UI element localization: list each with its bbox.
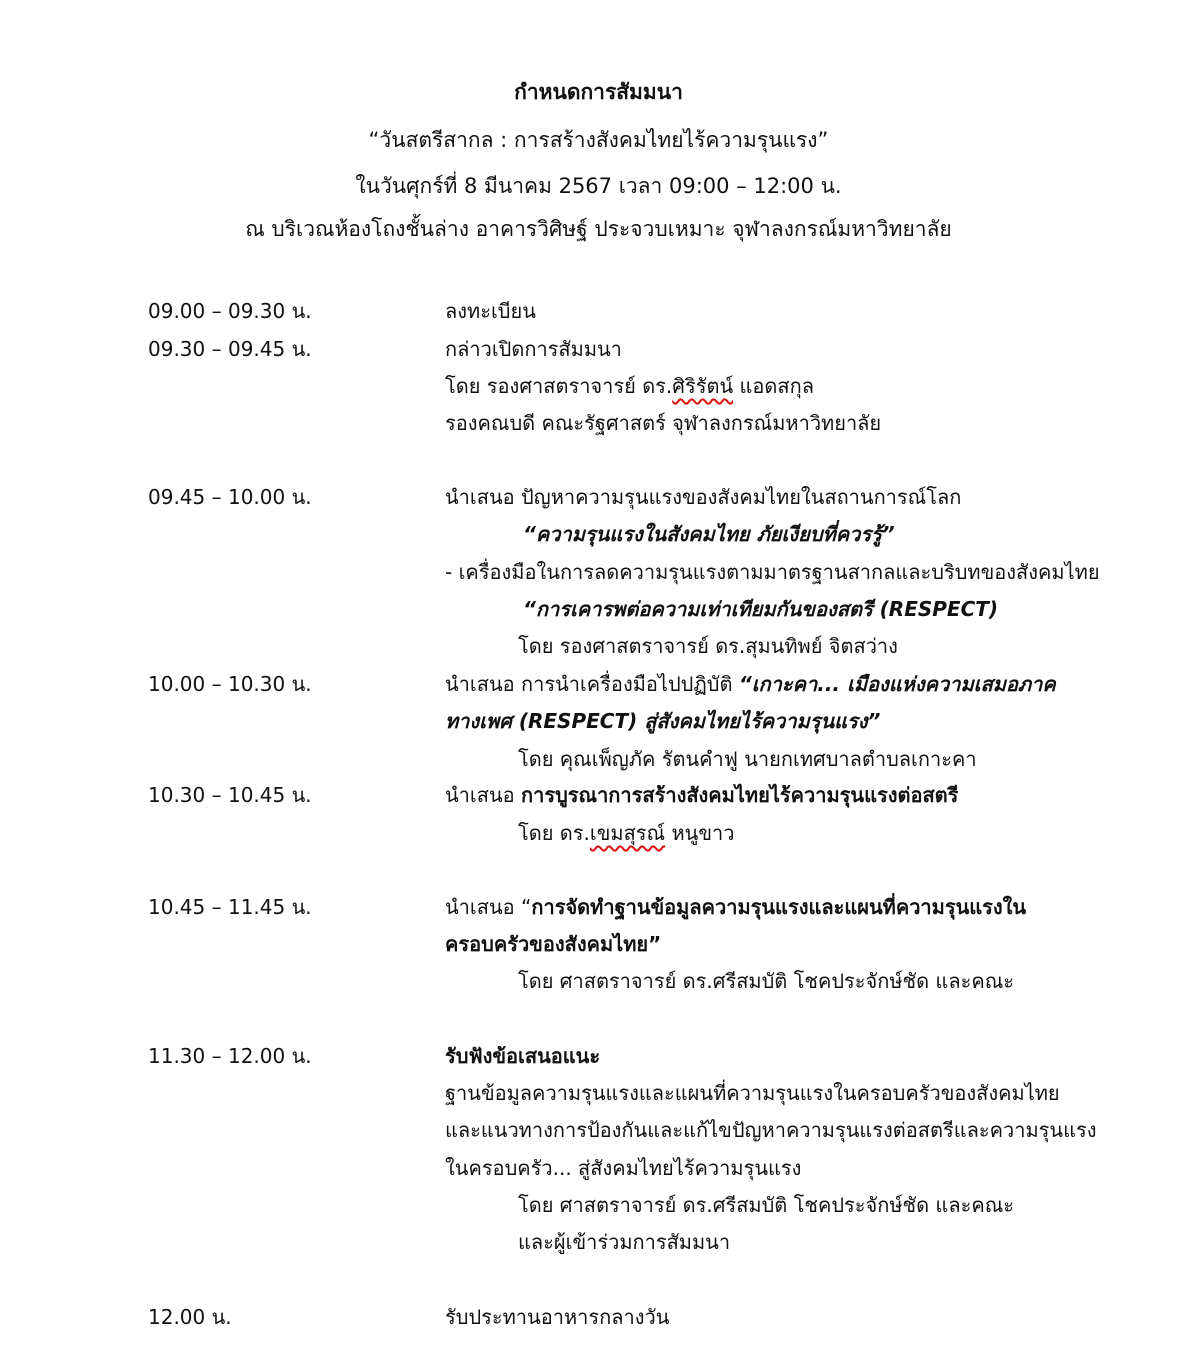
speaker-prefix: โดย รองศาสตราจารย์ ดร. bbox=[445, 374, 673, 398]
session-time: 10.45 – 11.45 น. bbox=[148, 895, 312, 919]
seminar-subtitle: “วันสตรีสากล : การสร้างสังคมไทยไร้ความรุนแรง” bbox=[368, 128, 829, 152]
session-time: 09.45 – 10.00 น. bbox=[148, 485, 312, 509]
speaker-line bbox=[518, 819, 734, 847]
speaker-prefix: โดย ดร. bbox=[518, 821, 590, 845]
activity-prefix: นำเสนอ bbox=[445, 783, 521, 807]
speaker-line: โดย คุณเพ็ญภัค รัตนคำฟู นายกเทศบาลตำบลเกาะคา bbox=[518, 747, 977, 771]
session-activity: รับประทานอาหารกลางวัน bbox=[445, 1305, 670, 1329]
venue-line: ณ บริเวณห้องโถงชั้นล่าง อาคารวิศิษฐ์ ประจวบเหมาะ จุฬาลงกรณ์มหาวิทยาลัย bbox=[245, 217, 952, 241]
activity-prefix: นำเสนอ การนำเครื่องมือไปปฏิบัติ bbox=[445, 672, 739, 696]
session-subtopic: - เครื่องมือในการลดความรุนแรงตามมาตรฐานสากลและบริบทของสังคมไทย bbox=[445, 560, 1100, 584]
session-activity bbox=[445, 893, 1026, 921]
session-description: และแนวทางการป้องกันและแก้ไขปัญหาความรุนแรงต่อสตรีและความรุนแรง bbox=[445, 1118, 1097, 1142]
speaker-surname: แอดสกุล bbox=[733, 374, 814, 398]
date-line: ในวันศุกร์ที่ 8 มีนาคม 2567 เวลา 09:00 – 12:00 น. bbox=[355, 174, 842, 198]
session-time: 12.00 น. bbox=[148, 1305, 232, 1329]
session-time: 11.30 – 12.00 น. bbox=[148, 1044, 312, 1068]
speaker-line: โดย ศาสตราจารย์ ดร.ศรีสมบัติ โชคประจักษ์ชัด และคณะ bbox=[518, 969, 1014, 993]
speaker-position: รองคณบดี คณะรัฐศาสตร์ จุฬาลงกรณ์มหาวิทยาลัย bbox=[445, 411, 882, 435]
activity-prefix: นำเสนอ “ bbox=[445, 895, 532, 919]
session-topic-continued: ครอบครัวของสังคมไทย” bbox=[445, 932, 662, 956]
speaker-line bbox=[445, 372, 814, 400]
session-activity: นำเสนอ ปัญหาความรุนแรงของสังคมไทยในสถานการณ์โลก bbox=[445, 485, 962, 509]
speaker-firstname: เขมสุรณ์ bbox=[589, 821, 666, 845]
session-time: 10.30 – 10.45 น. bbox=[148, 783, 312, 807]
session-topic: “เกาะคา... เมืองแห่งความเสมอภาค bbox=[738, 672, 1056, 696]
speaker-line: โดย รองศาสตราจารย์ ดร.สุมนทิพย์ จิตสว่าง bbox=[518, 634, 898, 658]
session-topic: “ความรุนแรงในสังคมไทย ภัยเงียบที่ควรรู้” bbox=[523, 522, 895, 546]
session-activity bbox=[445, 670, 1056, 698]
session-time: 10.00 – 10.30 น. bbox=[148, 672, 312, 696]
session-time: 09.00 – 09.30 น. bbox=[148, 299, 312, 323]
speaker-line: และผู้เข้าร่วมการสัมมนา bbox=[518, 1230, 731, 1254]
session-activity bbox=[445, 781, 958, 809]
page-title: กำหนดการสัมมนา bbox=[514, 80, 683, 104]
speaker-firstname: ศิริรัตน์ bbox=[672, 374, 734, 398]
session-topic: การบูรณาการสร้างสังคมไทยไร้ความรุนแรงต่อสตรี bbox=[521, 783, 959, 807]
session-topic: “การเคารพต่อความเท่าเทียมกันของสตรี (RESPECT) bbox=[523, 597, 999, 621]
session-activity: กล่าวเปิดการสัมมนา bbox=[445, 337, 622, 361]
speaker-line: โดย ศาสตราจารย์ ดร.ศรีสมบัติ โชคประจักษ์ชัด และคณะ bbox=[518, 1193, 1014, 1217]
session-topic-continued: ทางเพศ (RESPECT) สู่สังคมไทยไร้ความรุนแรง” bbox=[445, 709, 881, 733]
session-activity: ลงทะเบียน bbox=[445, 299, 536, 323]
session-description: ฐานข้อมูลความรุนแรงและแผนที่ความรุนแรงในครอบครัวของสังคมไทย bbox=[445, 1081, 1060, 1105]
session-topic: การจัดทำฐานข้อมูลความรุนแรงและแผนที่ความรุนแรงใน bbox=[531, 895, 1027, 919]
speaker-surname: หนูขาว bbox=[665, 821, 735, 845]
session-activity: รับฟังข้อเสนอแนะ bbox=[445, 1044, 601, 1068]
session-time: 09.30 – 09.45 น. bbox=[148, 337, 312, 361]
session-description: ในครอบครัว... สู่สังคมไทยไร้ความรุนแรง bbox=[445, 1156, 802, 1180]
